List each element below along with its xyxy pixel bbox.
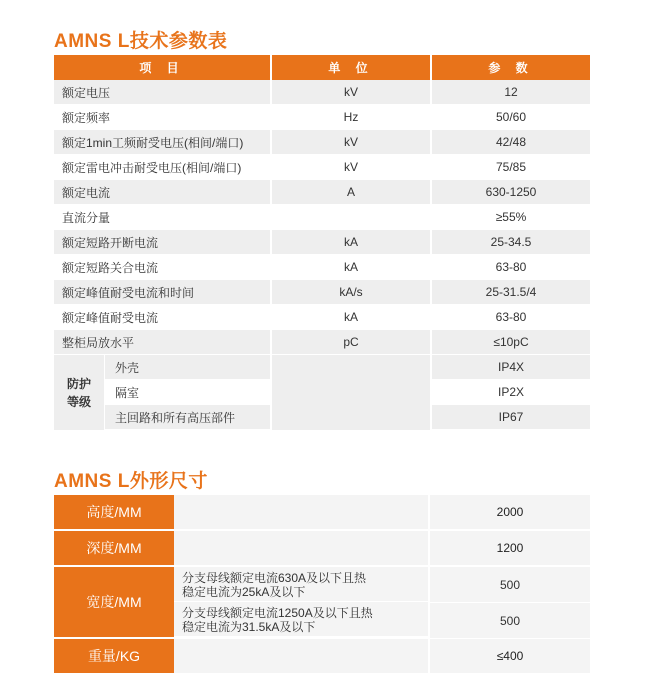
spec-value-cell: 63-80 bbox=[432, 305, 590, 330]
header-item: 项 目 bbox=[54, 55, 270, 80]
dim-label-weight: 重量/KG bbox=[54, 639, 174, 675]
spec-row bbox=[54, 255, 590, 280]
spec-value-cell: 63-80 bbox=[432, 255, 590, 280]
spec-unit-cell: kA bbox=[272, 230, 430, 255]
spec-row bbox=[54, 230, 590, 255]
width-desc-2-line2: 稳定电流为31.5kA及以下 bbox=[182, 620, 316, 634]
spec-row bbox=[54, 105, 590, 130]
protection-item-name: 隔室 bbox=[104, 380, 270, 405]
dim-values-width bbox=[430, 567, 590, 639]
width-desc-2 bbox=[174, 602, 428, 637]
spec-item-cell: 直流分量 bbox=[54, 205, 270, 230]
spec-row bbox=[54, 130, 590, 155]
protection-item-name: 外壳 bbox=[104, 355, 270, 380]
protection-label-line1: 防护 bbox=[66, 376, 91, 391]
width-value-1: 500 bbox=[430, 567, 590, 603]
protection-unit-cell bbox=[272, 355, 430, 430]
protection-item-value: IP67 bbox=[432, 405, 590, 430]
protection-label-line2: 等级 bbox=[66, 394, 91, 409]
spec-value-cell: 25-31.5/4 bbox=[432, 280, 590, 305]
dim-value-height: 2000 bbox=[430, 495, 590, 531]
protection-item-value: IP2X bbox=[432, 380, 590, 405]
dim-desc-depth bbox=[174, 531, 428, 567]
spec-row bbox=[54, 205, 590, 230]
spec-item-cell: 额定电压 bbox=[54, 80, 270, 105]
width-desc-1-line2: 稳定电流为25kA及以下 bbox=[182, 585, 306, 599]
protection-values bbox=[432, 355, 590, 430]
spec-unit-cell: kA/s bbox=[272, 280, 430, 305]
spec-value-cell: 25-34.5 bbox=[432, 230, 590, 255]
protection-items bbox=[104, 355, 270, 430]
spec-row bbox=[54, 80, 590, 105]
spec-unit-cell: kV bbox=[272, 130, 430, 155]
spec-unit-cell bbox=[272, 205, 430, 230]
spec-unit-cell: kA bbox=[272, 255, 430, 280]
spec-item-cell: 额定1min工频耐受电压(相间/端口) bbox=[54, 130, 270, 155]
spec-table bbox=[54, 55, 590, 430]
spec-unit-cell: Hz bbox=[272, 105, 430, 130]
spec-item-cell: 额定峰值耐受电流和时间 bbox=[54, 280, 270, 305]
spec-item-cell: 额定峰值耐受电流 bbox=[54, 305, 270, 330]
spec-value-cell: 12 bbox=[432, 80, 590, 105]
spec-row bbox=[54, 280, 590, 305]
dim-desc-height bbox=[174, 495, 428, 531]
dim-desc-width bbox=[174, 567, 428, 639]
spec-row bbox=[54, 155, 590, 180]
spec-value-cell: 50/60 bbox=[432, 105, 590, 130]
spec-row bbox=[54, 180, 590, 205]
spec-item-cell: 额定短路关合电流 bbox=[54, 255, 270, 280]
width-desc-1 bbox=[174, 567, 428, 602]
spec-unit-cell: A bbox=[272, 180, 430, 205]
dim-value-depth: 1200 bbox=[430, 531, 590, 567]
spec-row bbox=[54, 305, 590, 330]
dim-value-weight: ≤400 bbox=[430, 639, 590, 675]
width-desc-2-line1: 分支母线额定电流1250A及以下且热 bbox=[182, 606, 373, 620]
spec-table-header bbox=[54, 55, 590, 80]
protection-grade-group bbox=[54, 355, 590, 430]
spec-value-cell: 75/85 bbox=[432, 155, 590, 180]
header-unit: 单 位 bbox=[272, 55, 430, 80]
spec-item-cell: 额定短路开断电流 bbox=[54, 230, 270, 255]
spec-item-cell: 额定电流 bbox=[54, 180, 270, 205]
dim-label-width: 宽度/MM bbox=[54, 567, 174, 639]
dim-row-width bbox=[54, 567, 590, 639]
dim-row-weight bbox=[54, 639, 590, 675]
spec-value-cell: ≤10pC bbox=[432, 330, 590, 355]
spec-unit-cell: kV bbox=[272, 80, 430, 105]
spec-item-cell: 整柜局放水平 bbox=[54, 330, 270, 355]
dims-table-title: AMNS L外形尺寸 bbox=[54, 471, 208, 492]
spec-unit-cell: kV bbox=[272, 155, 430, 180]
spec-rows bbox=[54, 80, 590, 355]
dims-table bbox=[54, 495, 590, 675]
spec-value-cell: 630-1250 bbox=[432, 180, 590, 205]
spec-unit-cell: pC bbox=[272, 330, 430, 355]
spec-value-cell: 42/48 bbox=[432, 130, 590, 155]
dim-label-height: 高度/MM bbox=[54, 495, 174, 531]
spec-item-cell: 额定雷电冲击耐受电压(相间/端口) bbox=[54, 155, 270, 180]
protection-item-value: IP4X bbox=[432, 355, 590, 380]
width-value-2: 500 bbox=[430, 603, 590, 639]
spec-row bbox=[54, 330, 590, 355]
dim-label-depth: 深度/MM bbox=[54, 531, 174, 567]
spec-value-cell: ≥55% bbox=[432, 205, 590, 230]
dim-row-height bbox=[54, 495, 590, 531]
protection-item-name: 主回路和所有高压部件 bbox=[104, 405, 270, 430]
dim-desc-weight bbox=[174, 639, 428, 675]
spec-unit-cell: kA bbox=[272, 305, 430, 330]
spec-table-title: AMNS L技术参数表 bbox=[54, 31, 228, 52]
header-param: 参 数 bbox=[432, 55, 590, 80]
protection-grade-label bbox=[54, 355, 104, 430]
width-desc-1-line1: 分支母线额定电流630A及以下且热 bbox=[182, 571, 367, 585]
spec-item-cell: 额定频率 bbox=[54, 105, 270, 130]
dim-row-depth bbox=[54, 531, 590, 567]
